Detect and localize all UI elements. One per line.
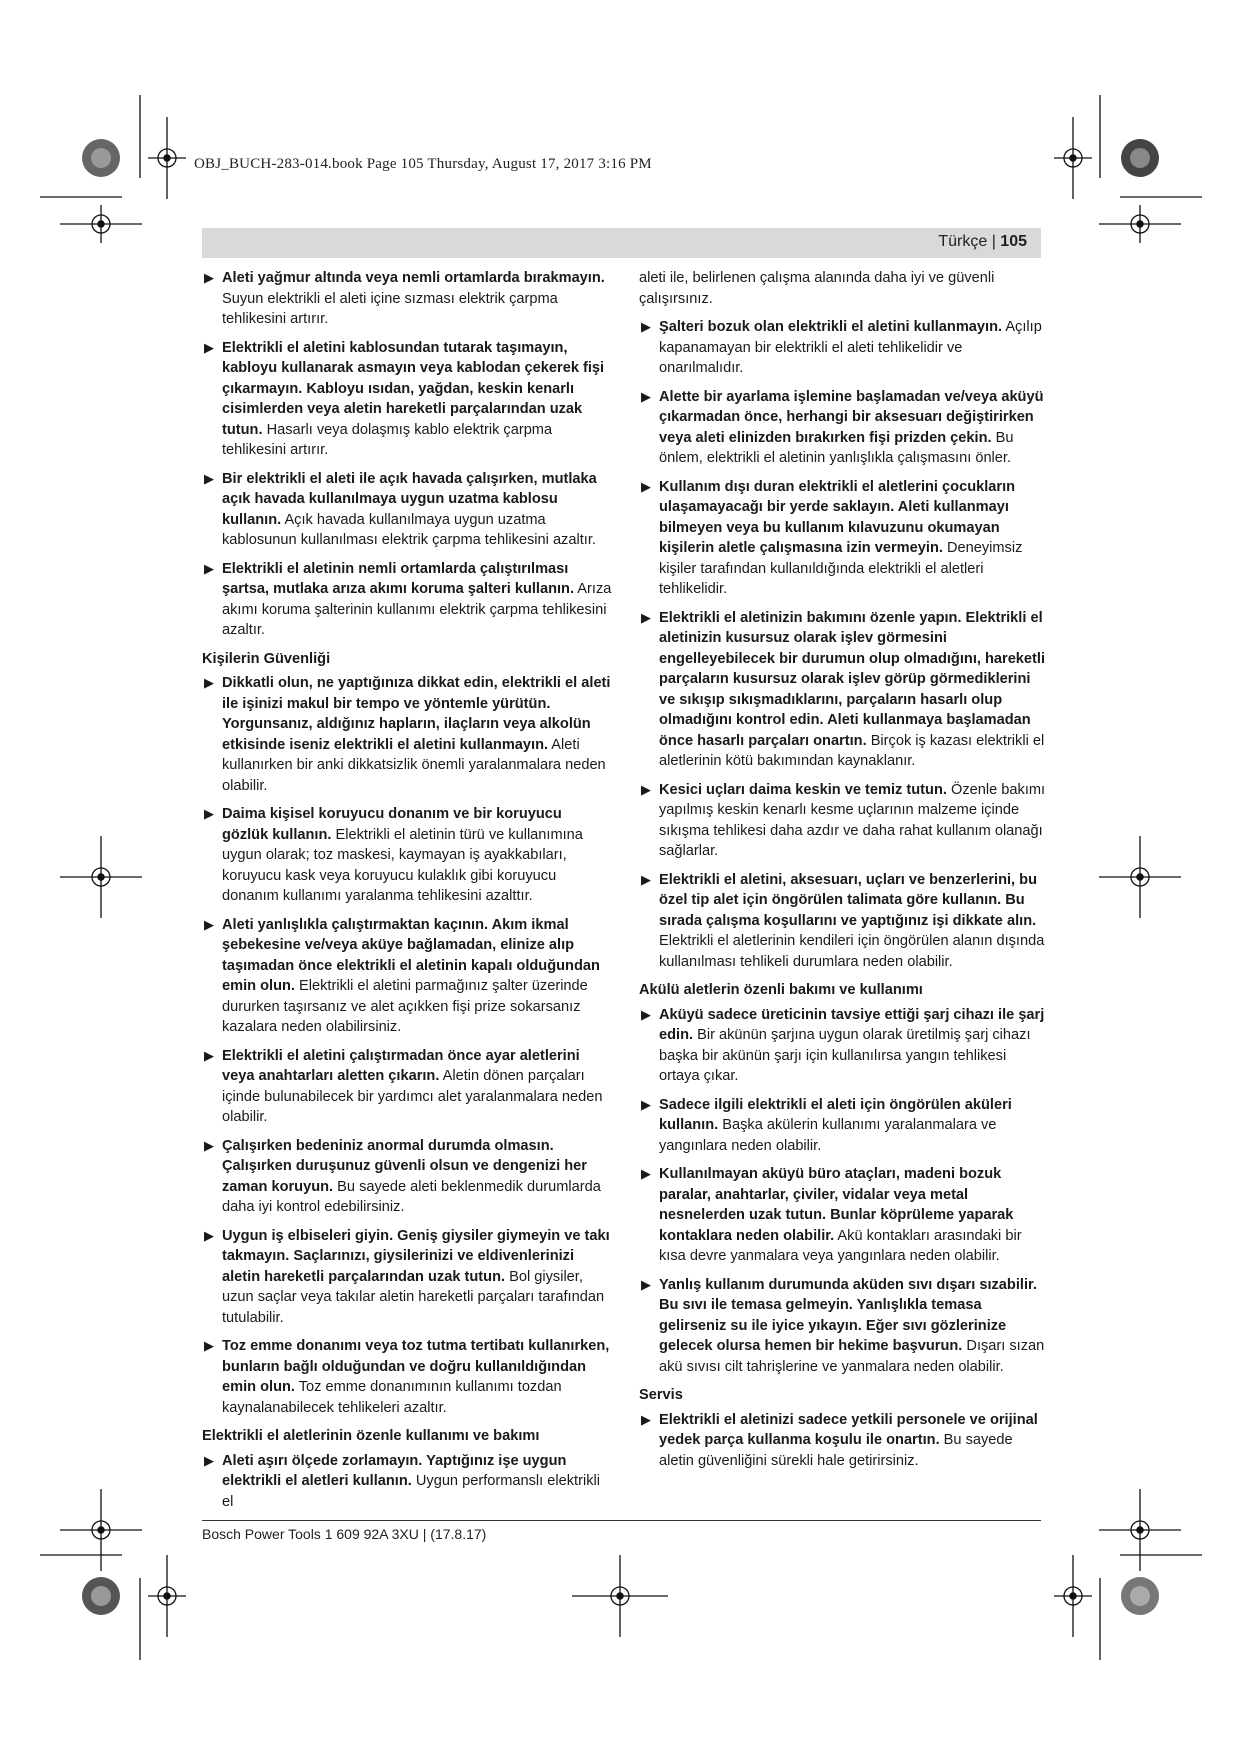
- safety-item: [639, 1095, 1049, 1157]
- safety-item: [639, 608, 1049, 772]
- page-number: 105: [1000, 233, 1027, 250]
- item-text: Toz emme donanımının kullanımı tozdan kaynalanabilecek tehlikeleri azaltır.: [222, 1379, 562, 1416]
- bullet-arrow-icon: ▶: [204, 270, 214, 285]
- section-heading: Elektrikli el aletlerinin özenle kullanımı ve bakımı: [202, 1428, 540, 1444]
- bullet-arrow-icon: ▶: [204, 1047, 214, 1063]
- safety-item: [639, 477, 1049, 600]
- bullet-arrow-icon: ▶: [641, 1006, 651, 1022]
- right-column: [639, 268, 1049, 1479]
- book-slug: OBJ_BUCH-283-014.book Page 105 Thursday, August 17, 2017 3:16 PM: [194, 156, 652, 172]
- page-header: [202, 228, 1041, 258]
- item-text: Açılıp kapanamayan bir elektrikli el aleti tehlikelidir ve onarılmalıdır.: [659, 319, 1042, 376]
- item-bold: Kesici uçları daima keskin ve temiz tutun.: [659, 781, 947, 798]
- header-text: [938, 233, 1027, 251]
- bullet-arrow-icon: ▶: [641, 609, 651, 625]
- item-text: Bu önlem, elektrikli el aletinin yanlışlıkla çalışmasını önler.: [659, 429, 1014, 466]
- item-text: Bol giysiler, uzun saçlar veya takılar aletin hareketli parçaları tarafından tutulabilir.: [222, 1268, 605, 1326]
- bullet-arrow-icon: ▶: [641, 388, 651, 404]
- item-bold: Alette bir ayarlama işlemine başlamadan ve/veya aküyü çıkarmadan önce, herhangi bir aksesuarı değiştirirken veya aleti elinizden bırakırken fişi prizden çekin.: [659, 388, 1044, 446]
- safety-item: [639, 870, 1049, 973]
- safety-item: [202, 1226, 612, 1329]
- safety-item: [639, 1164, 1049, 1267]
- item-bold: Çalışırken bedeniniz anormal durumda olmasın. Çalışırken duruşunuz güvenli olsun ve dengenizi her zaman koruyun.: [222, 1137, 587, 1195]
- item-text: Elektrikli el aletlerinin kendileri için öngörülen alanın dışında kullanılması tehlikeli durumlara neden olabilir.: [659, 933, 1045, 970]
- item-text: Birçok iş kazası elektrikli el aletlerinin kötü bakımından kaynaklanır.: [659, 732, 1045, 769]
- item-bold: Aleti yanlışlıkla çalıştırmaktan kaçının. Akım ikmal şebekesine ve/veya aküye bağlamadan, elinize alıp taşımadan önce elektrikli el aletinin kapalı olduğundan emin olun.: [222, 916, 600, 994]
- bullet-arrow-icon: ▶: [204, 1452, 214, 1468]
- header-separator: |: [987, 233, 1001, 250]
- continued-paragraph: aleti ile, belirlenen çalışma alanında daha iyi ve güvenli çalışırsınız.: [639, 270, 995, 307]
- bullet-arrow-icon: ▶: [204, 916, 214, 932]
- item-bold: Kullanılmayan aküyü büro ataçları, madeni bozuk paralar, anahtarlar, çiviler, vidalar veya metal nesnelerden uzak tutun. Bunlar köprüleme yaparak kontaklara neden olabilir.: [659, 1166, 1014, 1244]
- bullet-arrow-icon: ▶: [641, 1096, 651, 1112]
- bullet-arrow-icon: ▶: [641, 781, 651, 797]
- item-bold: Yanlış kullanım durumunda aküden sıvı dışarı sızabilir. Bu sıvı ile temasa gelmeyin. Yanlışlıkla temasa gelirseniz su ile iyice yıkayın. Eğer sıvı gözlerinize gelecek olursa hemen bir hekime başvurun.: [659, 1276, 1037, 1354]
- item-bold: Elektrikli el aletini, aksesuarı, uçları ve benzerlerini, bu özel tip alet için öngörülen talimata göre kullanın. Bu sırada çalışma koşullarını ve yaptığınız işi dikkate alın.: [659, 871, 1037, 929]
- item-text: Dışarı sızan akü sıvısı cilt tahrişlerine ve yanmalara neden olabilir.: [659, 1338, 1045, 1375]
- bullet-arrow-icon: ▶: [204, 1137, 214, 1153]
- bullet-arrow-icon: ▶: [641, 319, 651, 334]
- item-text: Elektrikli el aletini parmağınız şalter üzerinde dururken taşırsanız ve alet açıkken fişi prize sokarsanız kazalara neden olabilirsiniz.: [222, 978, 588, 1035]
- item-text: Açık havada kullanılmaya uygun uzatma kablosunun kullanılması elektrik çarpma tehlikesini azaltır.: [222, 511, 596, 548]
- safety-item: [202, 1451, 612, 1513]
- item-bold: Elektrikli el aletinizin bakımını özenle yapın. Elektrikli el aletinizin kusursuz olarak işlev görmesini engelleyebilecek bir durumun olup olmadığını, hareketli parçaların kusursuz olarak işlev görüp görmediklerini ve sıkışıp sıkışmadıklarını, parçaların hasarlı olup olmadığını kontrol edin. Aleti kullanmaya başlamadan önce hasarlı parçaları onartın.: [659, 609, 1046, 749]
- item-bold: Dikkatli olun, ne yaptığınıza dikkat edin, elektrikli el aleti ile işinizi makul bir tempo ve yöntemle yürütün. Yorgunsanız, aldığınız hapların, ilaçların veya alkolün etkisinde iseniz elektrikli el aletini kullanmayın.: [222, 675, 611, 753]
- item-bold: Şalteri bozuk olan elektrikli el aletini kullanmayın.: [659, 319, 1003, 335]
- section-heading: Akülü aletlerin özenli bakımı ve kullanımı: [639, 982, 923, 998]
- item-text: Akü kontakları arasındaki bir kısa devre yanmalara veya yangınlara neden olabilir.: [659, 1227, 1022, 1264]
- safety-item: [639, 317, 1049, 379]
- item-bold: Elektrikli el aletini kablosundan tutarak taşımayın, kabloyu kullanarak asmayın veya kablodan çekerek fişi çıkarmayın. Kabloyu ısıdan, yağdan, keskin kenarlı cisimlerden veya aletin hareketli parçalarından uzak tutun.: [222, 339, 605, 438]
- item-text: Bu sayede aletin güvenliğini sürekli hale getirirsiniz.: [659, 1432, 1013, 1469]
- section-heading: Servis: [639, 1387, 683, 1403]
- item-bold: Daima kişisel koruyucu donanım ve bir koruyucu gözlük kullanın.: [222, 806, 562, 843]
- item-text: Özenle bakımı yapılmış keskin kenarlı kesme uçlarının malzeme içinde sıkışma tehlikesi daha azdır ve daha rahat kullanım olanağı sağlarlar.: [659, 781, 1046, 859]
- item-bold: Kullanım dışı duran elektrikli el aletlerini çocukların ulaşamayacağı bir yerde saklayın. Aleti kullanmayı bilmeyen veya bu kullanım kılavuzunu okumayan kişilerin aletle çalışmasına izin vermeyin.: [659, 478, 1016, 556]
- footer-text: Bosch Power Tools 1 609 92A 3XU | (17.8.17): [202, 1526, 487, 1542]
- item-text: Başka akülerin kullanımı yaralanmalara ve yangınlara neden olabilir.: [659, 1117, 997, 1154]
- bullet-arrow-icon: ▶: [204, 560, 214, 576]
- item-text: Aleti kullanırken bir anki dikkatsizlik önemli yaralanmalara neden olabilir.: [222, 736, 606, 794]
- item-text: Suyun elektrikli el aleti içine sızması elektrik çarpma tehlikesini artırır.: [222, 290, 558, 327]
- left-list-2: [202, 673, 612, 1418]
- safety-item: [639, 387, 1049, 469]
- safety-item: [639, 1410, 1049, 1472]
- safety-item: [202, 559, 612, 641]
- item-bold: Aleti yağmur altında veya nemli ortamlarda bırakmayın.: [222, 270, 605, 286]
- bullet-arrow-icon: ▶: [641, 1276, 651, 1292]
- bullet-arrow-icon: ▶: [204, 806, 214, 821]
- right-list-2: [639, 1005, 1049, 1378]
- bullet-arrow-icon: ▶: [641, 1166, 651, 1181]
- left-list-1: [202, 268, 612, 641]
- item-bold: Elektrikli el aletinizi sadece yetkili personele ve orijinal yedek parça kullanma koşulu ile onartın.: [659, 1411, 1038, 1448]
- item-text: Arıza akımı koruma şalterinin kullanımı elektrik çarpma tehlikesini azaltır.: [222, 581, 612, 638]
- safety-item: [202, 673, 612, 796]
- safety-item: [202, 1336, 612, 1418]
- left-list-3: [202, 1451, 612, 1513]
- item-text: Uygun performanslı elektrikli el: [222, 1473, 600, 1510]
- item-bold: Aleti aşırı ölçede zorlamayın. Yaptığınız işe uygun elektrikli el aletleri kullanın.: [222, 1452, 567, 1489]
- item-bold: Aküyü sadece üreticinin tavsiye ettiği şarj cihazı ile şarj edin.: [659, 1006, 1045, 1043]
- item-bold: Bir elektrikli el aleti ile açık havada çalışırken, mutlaka açık havada kullanılmaya uygun uzatma kablosu kullanın.: [222, 470, 597, 528]
- safety-item: [202, 804, 612, 907]
- right-list-3: [639, 1410, 1049, 1472]
- item-bold: Elektrikli el aletini çalıştırmadan önce ayar aletlerini veya anahtarları aletten çıkarın.: [222, 1047, 580, 1084]
- section-heading: Kişilerin Güvenliği: [202, 650, 331, 667]
- safety-item: [639, 1275, 1049, 1378]
- item-text: Hasarlı veya dolaşmış kablo elektrik çarpma tehlikesini artırır.: [222, 421, 553, 458]
- safety-item: [202, 1046, 612, 1128]
- left-column: [202, 268, 612, 1520]
- safety-item: [639, 1005, 1049, 1087]
- bullet-arrow-icon: ▶: [641, 871, 651, 887]
- item-text: Bu sayede aleti beklenmedik durumlarda daha iyi kontrol edebilirsiniz.: [222, 1178, 601, 1215]
- right-list-1: [639, 317, 1049, 972]
- item-bold: Uygun iş elbiseleri giyin. Geniş giysiler giymeyin ve takı takmayın. Saçlarınızı, giysilerinizi ve eldivenlerinizi aletin hareketli parçalarından uzak tutun.: [222, 1227, 610, 1285]
- header-language: Türkçe: [938, 233, 988, 250]
- item-bold: Elektrikli el aletinin nemli ortamlarda çalıştırılması şartsa, mutlaka arıza akımı koruma şalteri kullanın.: [222, 560, 575, 597]
- bullet-arrow-icon: ▶: [641, 478, 651, 494]
- bullet-arrow-icon: ▶: [204, 675, 214, 690]
- bullet-arrow-icon: ▶: [204, 1338, 214, 1353]
- bullet-arrow-icon: ▶: [204, 339, 214, 355]
- bullet-arrow-icon: ▶: [204, 470, 214, 486]
- footer-rule: [202, 1520, 1041, 1521]
- safety-item: [202, 915, 612, 1038]
- bullet-arrow-icon: ▶: [204, 1227, 214, 1243]
- safety-item: [202, 469, 612, 551]
- item-text: Deneyimsiz kişiler tarafından kullanıldığında elektrikli el aletleri tehlikelidir.: [659, 540, 1023, 597]
- item-text: Elektrikli el aletinin türü ve kullanımına uygun olarak; toz maskesi, kaymayan iş ayakkabıları, koruyucu kask veya koruyucu kulaklık gibi koruyucu donanım kullanımı yaralanma tehlikesini azalttır.: [222, 826, 583, 904]
- bullet-arrow-icon: ▶: [641, 1411, 651, 1427]
- safety-item: [202, 338, 612, 461]
- safety-item: [202, 268, 612, 330]
- item-text: Aletin dönen parçaları içinde bulunabilecek bir yardımcı alet yaralanmalara neden olabilir.: [222, 1068, 603, 1125]
- safety-item: [202, 1136, 612, 1218]
- item-bold: Toz emme donanımı veya toz tutma tertibatı kullanırken, bunların bağlı olduğundan ve doğru kullanıldığından emin olun.: [222, 1338, 610, 1395]
- item-bold: Sadece ilgili elektrikli el aleti için öngörülen aküleri kullanın.: [659, 1096, 1012, 1133]
- item-text: Bir akünün şarjına uygun olarak üretilmiş şarj cihazı başka bir akünün şarjı için kullanılırsa yangın tehlikesi ortaya çıkar.: [659, 1027, 1031, 1084]
- safety-item: [639, 780, 1049, 862]
